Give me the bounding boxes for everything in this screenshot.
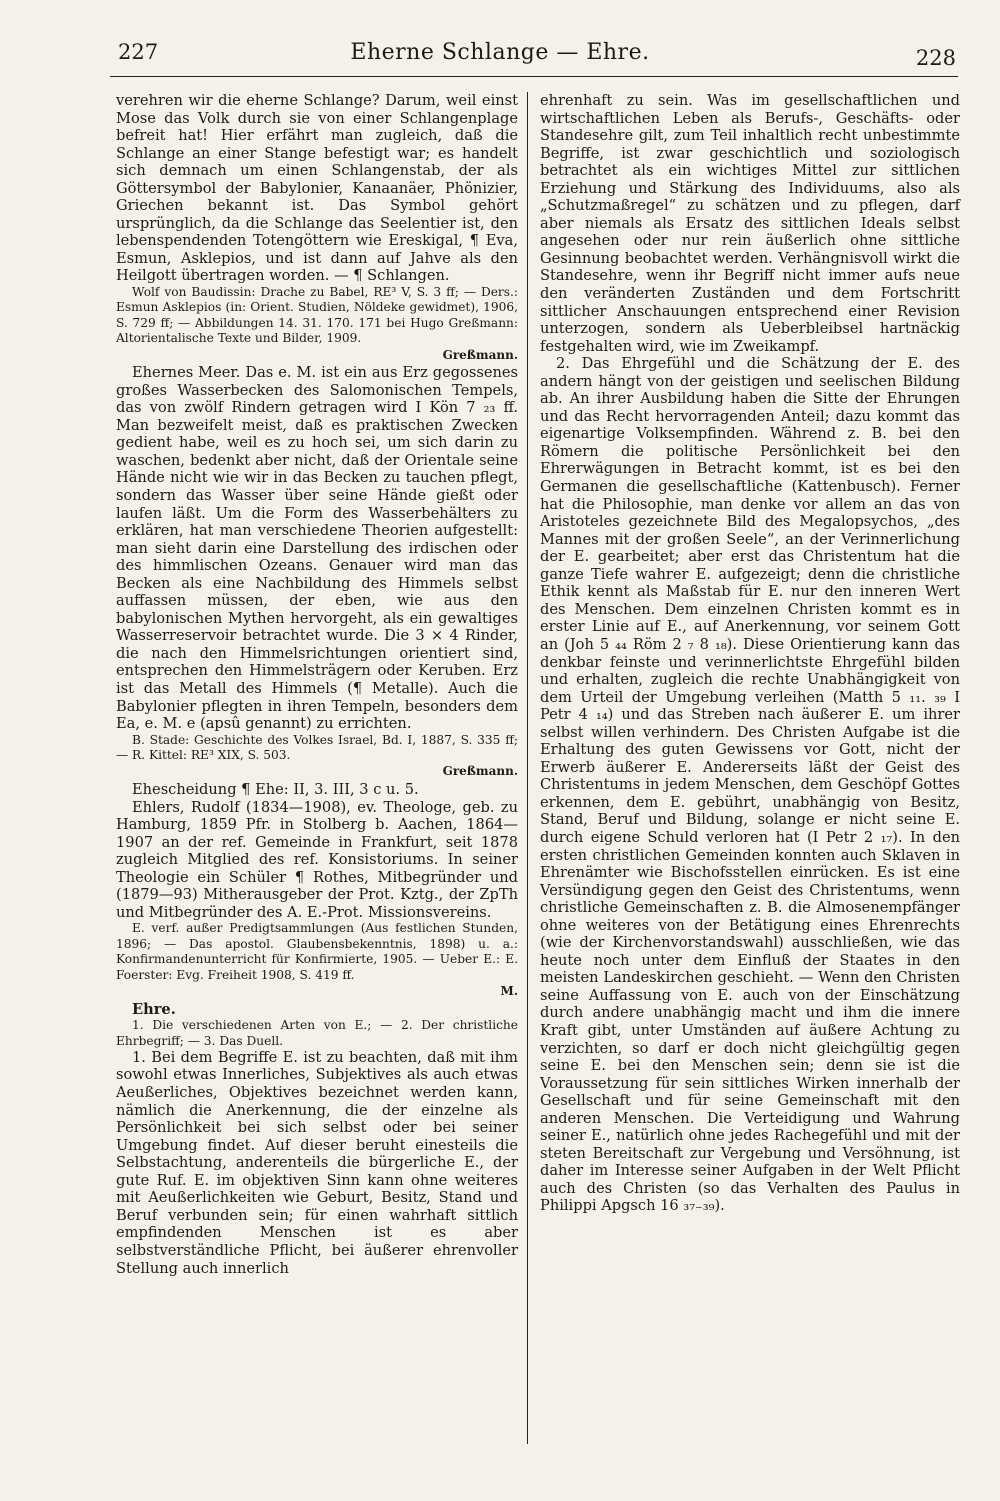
left-column	[116, 92, 518, 1277]
author-signature: Greßmann.	[442, 764, 518, 779]
paragraph: verehren wir die eherne Schlange? Darum, weil einst Mose das Volk durch sie von einer Schlangenplage befreit hat! Hier erfährt man zugleich, daß die Schlange an einer Stange befestigt war; es handelt sich demnach um einen Schlangenstab, der als Göttersymbol der Babylonier, Kanaanäer, Phönizier, Griechen bekannt ist. Das Symbol gehört ursprünglich, da die Schlange das Seelentier ist, den lebenspendenden Totengöttern wie Ereskigal, ¶ Eva, Esmun, Asklepios, und ist dann auf Jahve als den Heilgott übertragen worden. — ¶ Schlangen.	[116, 92, 518, 285]
paragraph: 2. Das Ehrgefühl und die Schätzung der E. des andern hängt von der geistigen und seelischen Bildung ab. An ihrer Ausbildung haben die Sitte der Ehrungen und das Recht hervorragenden Anteil; dazu kommt das eigenartige Volksempfinden. Während z. B. bei den Römern die politische Persönlichkeit bei den Ehrerwägungen in Betracht kommt, ist es bei den Germanen die gesellschaftliche (Kattenbusch). Ferner hat die Philosophie, man denke vor allem an das von Aristoteles gezeichnete Bild des Megalopsychos, „des Mannes mit der großen Seele“, an der Verinnerlichung der E. gearbeitet; aber erst das Christentum hat die ganze Tiefe wahrer E. aufgezeigt; denn die christliche Ethik kennt als Maßstab für E. nur den inneren Wert des Menschen. Dem einzelnen Christen kommt es in erster Linie auf E., auf Anerkennung, vor seinem Gott an (Joh 5 ₄₄ Röm 2 ₇ 8 ₁₈). Diese Orientierung kann das denkbar feinste und verinnerlichtste Ehrgefühl bilden und erhalten, zugleich die rechte Unabhängigkeit von dem Urteil der Umgebung verleihen (Matth 5 ₁₁. ₃₉ I Petr 4 ₁₄) und das Streben nach äußerer E. um ihrer selbst willen verhindern. Des Christen Aufgabe ist die Erhaltung des guten Gewissens vor Gott, nicht der Erwerb äußerer E. Andererseits läßt der Geist des Christentums in jedem Menschen, dem Geschöpf Gottes erkennen, dem E. gebührt, unabhängig von Besitz, Stand, Beruf und Bildung, solange er nicht seine E. durch eigene Schuld verloren hat (I Petr 2 ₁₇). In den ersten christlichen Gemeinden konnten auch Sklaven in Ehrenämter wie Bischofsstellen einrücken. Es ist eine Versündigung gegen den Geist des Christentums, wenn christliche Gemeinschaften z. B. die Almosenempfänger ohne weiteres von der Betätigung eines Ehrenrechts (wie der Kirchenvorstandswahl) ausschließen, wie das heute noch unter dem Einfluß der Staates in den meisten Landeskirchen geschieht. — Wenn den Christen seine Auffassung von E. auch von der Einschätzung durch andere unabhängig macht und ihm die innere Kraft gibt, unter Umständen auf äußere Achtung zu verzichten, so darf er doch nicht gleichgültig gegen seine E. bei den Menschen sein; denn sie ist die Voraussetzung für sein sittliches Wirken innerhalb der Gesellschaft und für seine Gemeinschaft mit den anderen Menschen. Die Verteidigung und Wahrung seiner E., natürlich ohne jedes Rachegefühl und mit der steten Bereitschaft zur Vergebung und Versöhnung, ist daher im Interesse seiner Aufgaben in der Welt Pflicht auch des Christen (so das Verhalten des Paulus in Philippi Apgsch 16 ₃₇₋₃₉).	[540, 355, 960, 1215]
literature-note: Wolf von Baudissin: Drache zu Babel, RE³ V, S. 3 ff; — Ders.: Esmun Asklepios (in: Orient. Studien, Nöldeke gewidmet), 1906, S. 729 ff; — Abbildungen 14. 31. 170. 171 bei Hugo Greßmann: Altorientalische Texte und Bilder, 1909.	[116, 285, 518, 346]
right-page-number: 228	[915, 46, 956, 70]
header-rule	[110, 76, 958, 77]
author-signature: M.	[500, 984, 518, 999]
left-page-number: 227	[118, 40, 159, 64]
entry-ehescheidung: Ehescheidung ¶ Ehe: II, 3. III, 3 c u. 5.	[132, 781, 419, 799]
literature-note: B. Stade: Geschichte des Volkes Israel, Bd. I, 1887, S. 335 ff; — R. Kittel: RE³ XIX, S. 503.	[116, 732, 518, 763]
paragraph: ehrenhaft zu sein. Was im gesellschaftlichen und wirtschaftlichen Leben als Berufs-, Geschäfts- oder Standesehre gilt, zum Teil inhaltlich recht unbestimmte Begriffe, ist zwar geschichtlich und soziologisch betrachtet als ein wichtiges Mittel zur sittlichen Erziehung und Stärkung des Individuums, also als „Schutzmaßregel“ zu schätzen und zu pflegen, darf aber niemals als Ersatz des sittlichen Ideals selbst angesehen oder nur rein äußerlich ohne sittliche Gesinnung beobachtet werden. Verhängnisvoll wirkt die Standesehre, wenn ihr Begriff nicht immer aufs neue den veränderten Zuständen und dem Fortschritt sittlicher Anschauungen entsprechend einer Revision unterzogen, sondern als Ueberbleibsel hartnäckig festgehalten wird, wie im Zweikampf.	[540, 92, 960, 355]
entry-ehlers: Ehlers, Rudolf (1834—1908), ev. Theologe, geb. zu Hamburg, 1859 Pfr. in Stolberg b. Aachen, 1864—1907 an der ref. Gemeinde in Frankfurt, seit 1878 zugleich Mitglied des ref. Konsistoriums. In seiner Theologie ein Schüler ¶ Rothes, Mitbegründer und (1879—93) Mitherausgeber der Prot. Kztg., der ZpTh und Mitbegründer des A. E.-Prot. Missionsvereins.	[116, 798, 518, 921]
literature-note: E. verf. außer Predigtsammlungen (Aus festlichen Stunden, 1896; — Das apostol. Glaubensbekenntnis, 1898) u. a.: Konfirmandenunterricht für Konfirmierte, 1905. — Ueber E.: E. Foerster: Evg. Freiheit 1908, S. 419 ff.	[116, 921, 518, 982]
right-column	[540, 92, 960, 1215]
entry-heading-ehre: Ehre.	[132, 1000, 176, 1018]
paragraph: 1. Bei dem Begriffe E. ist zu beachten, daß mit ihm sowohl etwas Innerliches, Subjektives als auch etwas Aeußerliches, Objektives bezeichnet werden kann, nämlich die Anerkennung, die der einzelne als Persönlichkeit bei sich selbst oder bei seiner Umgebung findet. Auf dieser beruht einesteils die Selbstachtung, anderenteils die bürgerliche E., der gute Ruf. E. im objektiven Sinn kann ohne weiteres mit Aeußerlichkeiten wie Geburt, Besitz, Stand und Beruf verbunden sein; für einen wahrhaft sittlich empfindenden Menschen ist es aber selbstverständliche Pflicht, bei äußerer ehrenvoller Stellung auch innerlich	[116, 1048, 518, 1277]
author-signature: Greßmann.	[442, 347, 518, 362]
running-title: Eherne Schlange — Ehre.	[350, 40, 650, 65]
column-divider	[527, 92, 528, 1444]
entry-ehernes-meer: Ehernes Meer. Das e. M. ist ein aus Erz gegossenes großes Wasserbecken des Salomonischen Tempels, das von zwölf Rindern getragen wird I Kön 7 ₂₃ ff. Man bezweifelt meist, daß es praktischen Zwecken gedient habe, weil es zu hoch sei, um sich darin zu waschen, bedenkt aber nicht, daß der Orientale seine Hände nicht wie wir in das Becken zu tauchen pflegt, sondern das Wasser über seine Hände gießt oder laufen läßt. Um die Form des Wasserbehälters zu erklären, hat man verschiedene Theorien aufgestellt: man sieht darin eine Darstellung des irdischen oder des himmlischen Ozeans. Genauer wird man das Becken als eine Nachbildung des Himmels selbst auffassen müssen, der eben, wie aus den babylonischen Mythen hervorgeht, als ein gewaltiges Wasserreservoir betrachtet wurde. Die 3 × 4 Rinder, die nach den Himmelsrichtungen orientiert sind, entsprechen den Himmelsträgern oder Keruben. Erz ist das Metall des Himmels (¶ Metalle). Auch die Babylonier pflegten in ihren Tempeln, besonders dem Ea, e. M. e (apsû genannt) zu errichten.	[116, 364, 518, 733]
entry-outline: 1. Die verschiedenen Arten von E.; — 2. Der christliche Ehrbegriff; — 3. Das Duell.	[116, 1018, 518, 1048]
